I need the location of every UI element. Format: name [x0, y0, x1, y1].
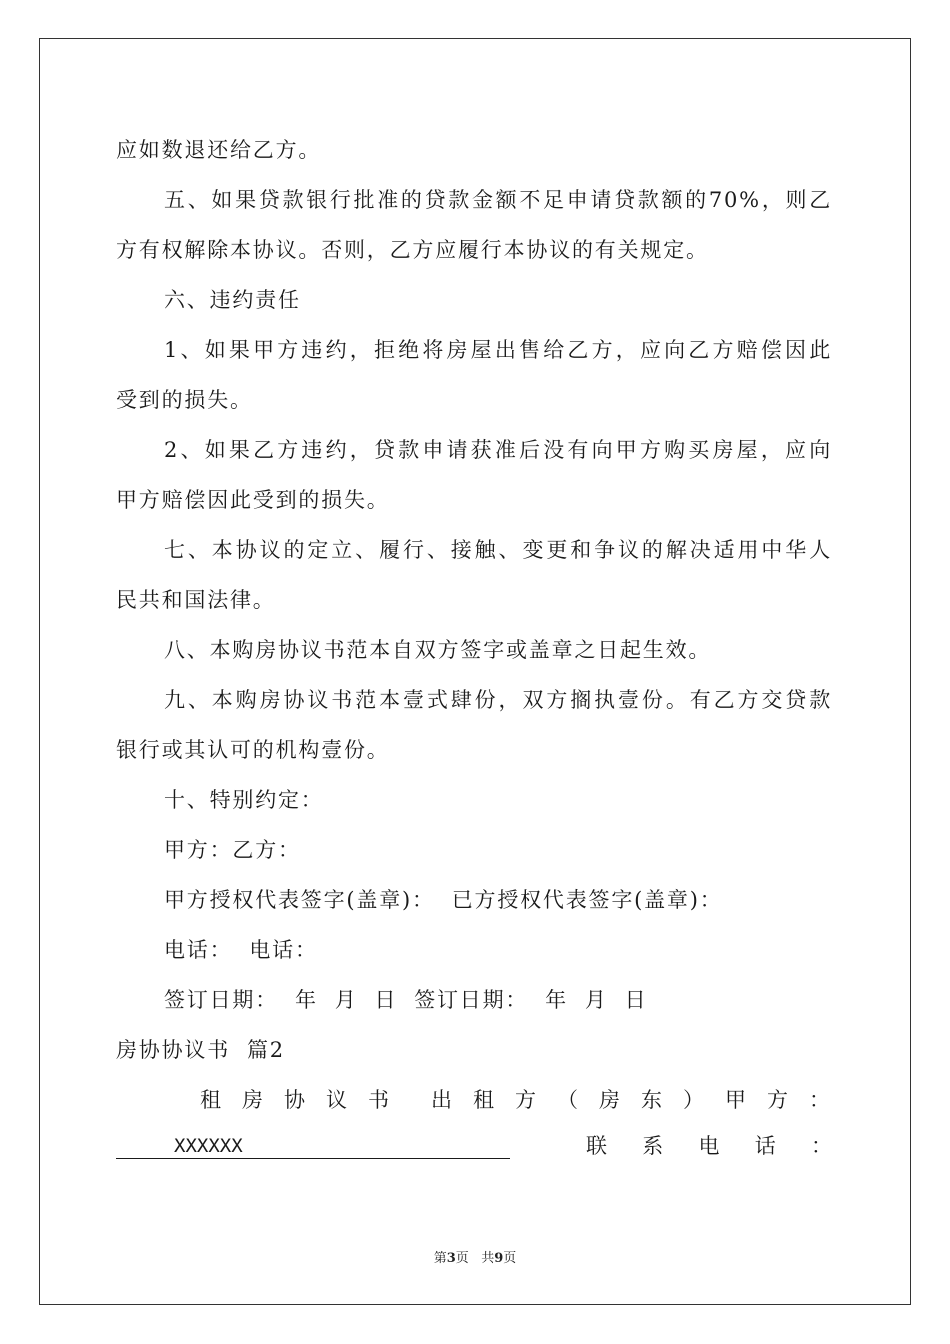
page-suffix: 页 [503, 1251, 517, 1266]
landlord-name-field [116, 1132, 510, 1159]
heading-char: 房 [599, 1088, 620, 1112]
section-heading-breach: 六、违约责任 [164, 288, 301, 312]
landlord-name-value: XXXXXX [174, 1135, 243, 1157]
page-total: 9 [494, 1251, 504, 1266]
heading-char: 东 [641, 1088, 662, 1112]
paragraph-line: 应如数退还给乙方。 [116, 138, 322, 162]
phone-label-char: 话 [754, 1134, 776, 1158]
phone-label-char: 系 [642, 1134, 664, 1158]
party-labels: 甲方：乙方： [164, 838, 301, 862]
phone-label-char: 联 [586, 1134, 607, 1158]
page-prefix: 第 [433, 1251, 447, 1266]
breach-item-2-line-2: 甲方赔偿因此受到的损失。 [116, 488, 390, 512]
clause-9-line-1: 九、本购房协议书范本壹式肆份，双方搁执壹份。有乙方交贷款 [164, 688, 832, 712]
heading-char: 协 [284, 1088, 305, 1112]
clause-8: 八、本购房协议书范本自双方签字或盖章之日起生效。 [164, 638, 712, 662]
contact-phone-label [586, 1132, 832, 1160]
page-border [39, 38, 911, 1305]
clause-10: 十、特别约定： [164, 788, 324, 812]
landlord-row [116, 1132, 832, 1162]
page-mid: 页 共 [455, 1251, 495, 1266]
phone-label-char: 电 [698, 1134, 720, 1158]
page-footer [0, 1247, 950, 1266]
heading-char: （ [557, 1088, 578, 1112]
clause-5-line-2: 方有权解除本协议。否则，乙方应履行本协议的有关规定。 [116, 238, 709, 262]
signing-date-labels: 签订日期： 年 月 日 签订日期： 年 月 日 [164, 988, 648, 1012]
rental-agreement-heading [200, 1086, 830, 1114]
heading-char: 出 [431, 1088, 452, 1112]
phone-label-char: ： [811, 1134, 832, 1158]
heading-char: 方 [767, 1088, 788, 1112]
heading-char: ： [809, 1088, 830, 1112]
heading-char: ） [683, 1088, 704, 1112]
breach-item-1-line-2: 受到的损失。 [116, 388, 253, 412]
heading-char: 甲 [725, 1088, 746, 1112]
heading-char: 租 [200, 1088, 221, 1112]
heading-char: 书 [368, 1088, 389, 1112]
signature-labels: 甲方授权代表签字(盖章)： 已方授权代表签字(盖章)： [164, 888, 723, 912]
breach-item-2-line-1: 2、如果乙方违约，贷款申请获准后没有向甲方购买房屋，应向 [164, 438, 832, 462]
section-title-part-2: 房协协议书 篇2 [116, 1038, 285, 1062]
clause-9-line-2: 银行或其认可的机构壹份。 [116, 738, 390, 762]
clause-7-line-1: 七、本协议的定立、履行、接触、变更和争议的解决适用中华人 [164, 538, 832, 562]
clause-5-line-1: 五、如果贷款银行批准的贷款金额不足申请贷款额的70%，则乙 [164, 188, 832, 212]
clause-7-line-2: 民共和国法律。 [116, 588, 276, 612]
page-current: 3 [446, 1251, 456, 1266]
phone-labels: 电话： 电话： [164, 938, 318, 962]
heading-char: 方 [515, 1088, 536, 1112]
heading-char: 房 [242, 1088, 263, 1112]
heading-char: 租 [473, 1088, 494, 1112]
heading-char: 议 [326, 1088, 347, 1112]
breach-item-1-line-1: 1、如果甲方违约，拒绝将房屋出售给乙方，应向乙方赔偿因此 [164, 338, 832, 362]
